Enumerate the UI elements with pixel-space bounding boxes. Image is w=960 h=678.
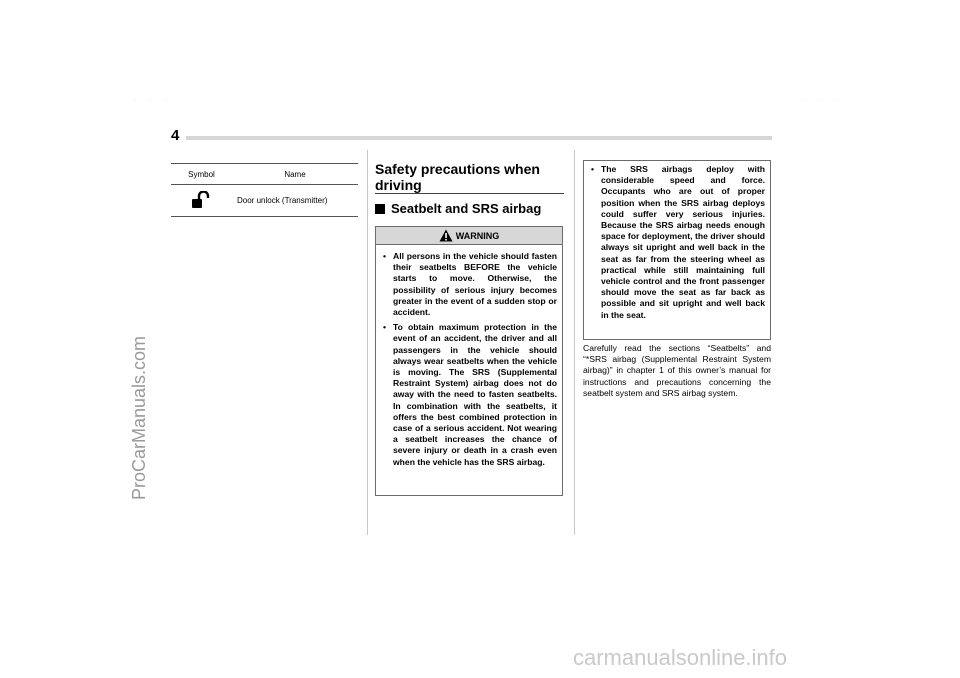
header-name: Name [284,169,306,179]
warning-box [375,226,563,496]
subsection-title-text: Seatbelt and SRS airbag [391,201,542,216]
warning-continued-list [589,164,765,321]
column-divider-right [574,150,575,535]
name-cell: Door unlock (Transmitter) [237,196,328,205]
title-rule [375,193,564,194]
crop-mark-right: · · · [802,98,842,104]
column-divider-left [367,150,368,535]
warning-label: WARNING [455,230,500,241]
header-symbol: Symbol [188,169,215,179]
list-item: • All persons in the vehicle should fasten their seatbelts BEFORE the vehicle starts to move. Otherwise, the possibility of serious injury becomes greater in the event of a sudden stop or accident. [381,251,557,318]
table-row [171,185,358,217]
bottom-watermark: carmanualsonline.info [573,645,788,670]
square-bullet-icon [375,204,385,214]
warning-triangle-icon [439,229,453,242]
list-item: • The SRS airbags deploy with considerable speed and force. Occupants who are out of proper position when the SRS airbag deploys could suffer very serious injuries. Because the SRS airbag needs enough space for deployment, the driver should always sit upright and well back in the seat as far from the steering wheel as practical while still maintaining full vehicle control and the front passenger should move the seat as far back as possible and sit upright and well back in the seat. [589,164,765,321]
header-rule [186,136,772,140]
body-paragraph: Carefully read the sections “Seatbelts” and “*SRS airbag (Supplemental Restraint System airbag)” in chapter 1 of this owner’s manual for instructions and precautions concerning the seatbelt system and SRS airbag system. [583,343,771,398]
warning-list [376,245,562,468]
symbol-table [171,163,358,217]
crop-mark-left: · · · [134,98,174,104]
side-watermark: ProCarManuals.com [129,335,149,501]
symbol-cell [171,191,232,211]
page-number: 4 [171,127,180,144]
warning-header [376,227,562,245]
subsection-title [375,201,565,216]
symbol-table-header [171,163,358,185]
list-item: • To obtain maximum protection in the event of an accident, the driver and all passengers in the vehicle should always wear seatbelts when the vehicle is moving. The SRS (Supplemental Restraint System) airbag does not do away with the need to fasten seatbelts. In combination with the seatbelts, it offers the best combined protection in case of a serious accident. Not wearing a seatbelt increases the chance of severe injury or death in a crash even when the vehicle has the SRS airbag. [381,322,557,468]
warning-box-continued [583,160,771,340]
section-title: Safety precautions when driving [375,161,540,193]
unlock-icon [191,191,213,209]
